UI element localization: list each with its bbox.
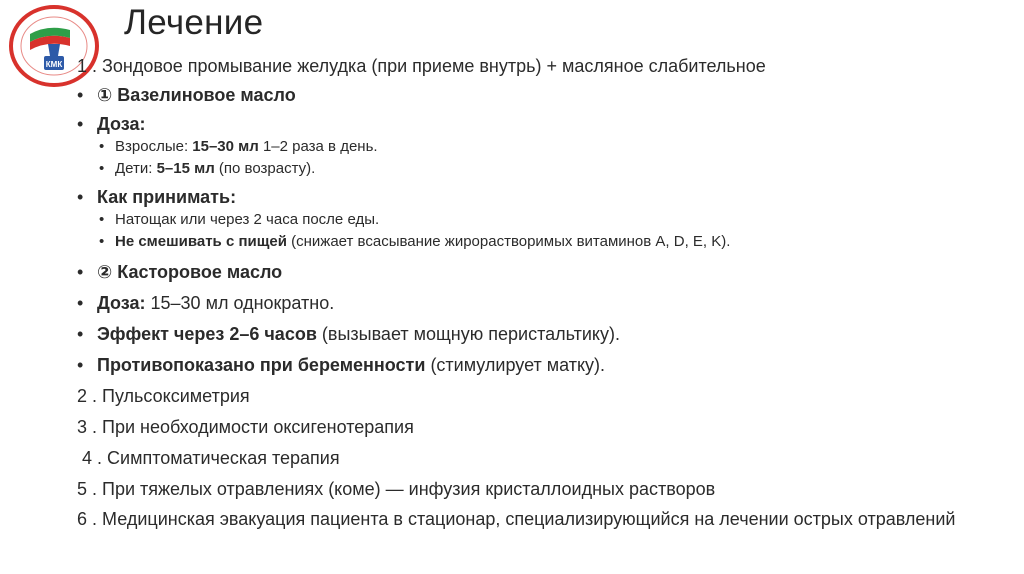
list-item: 6 . Медицинская эвакуация пациента в стационар, специализирующийся на лечении острых отравлений: [77, 509, 956, 529]
list-item: • Как принимать:: [77, 186, 977, 209]
sub-list-item: • Дети: 5–15 мл (по возрасту).: [77, 158, 977, 180]
list-item: 5 . При тяжелых отравлениях (коме) — инфузия кристаллоидных растворов: [77, 479, 716, 499]
sub-list-item: • Не смешивать с пищей (снижает всасывание жирорастворимых витаминов A, D, E, K).: [77, 231, 977, 253]
list-item: 1 . Зондовое промывание желудка (при приеме внутрь) + масляное слабительное: [77, 56, 766, 76]
list-item: • Эффект через 2–6 часов (вызывает мощную перистальтику).: [77, 323, 977, 346]
list-item: 3 . При необходимости оксигенотерапия: [77, 417, 414, 437]
logo-monogram: КМК: [45, 60, 63, 69]
slide-title: Лечение: [124, 3, 264, 42]
sub-list-item: • Взрослые: 15–30 мл 1–2 раза в день.: [77, 136, 977, 158]
list-item: • ① Вазелиновое масло: [77, 84, 977, 107]
list-item: 4 . Симптоматическая терапия: [77, 448, 340, 468]
list-item: 2 . Пульсоксиметрия: [77, 386, 250, 406]
list-item: • Доза: 15–30 мл однократно.: [77, 292, 977, 315]
sub-list-item: • Натощак или через 2 часа после еды.: [77, 209, 977, 231]
list-item: • Доза:: [77, 113, 977, 136]
slide-content: [77, 55, 977, 529]
list-item: • ② Касторовое масло: [77, 261, 977, 284]
list-item: • Противопоказано при беременности (стимулирует матку).: [77, 354, 977, 377]
